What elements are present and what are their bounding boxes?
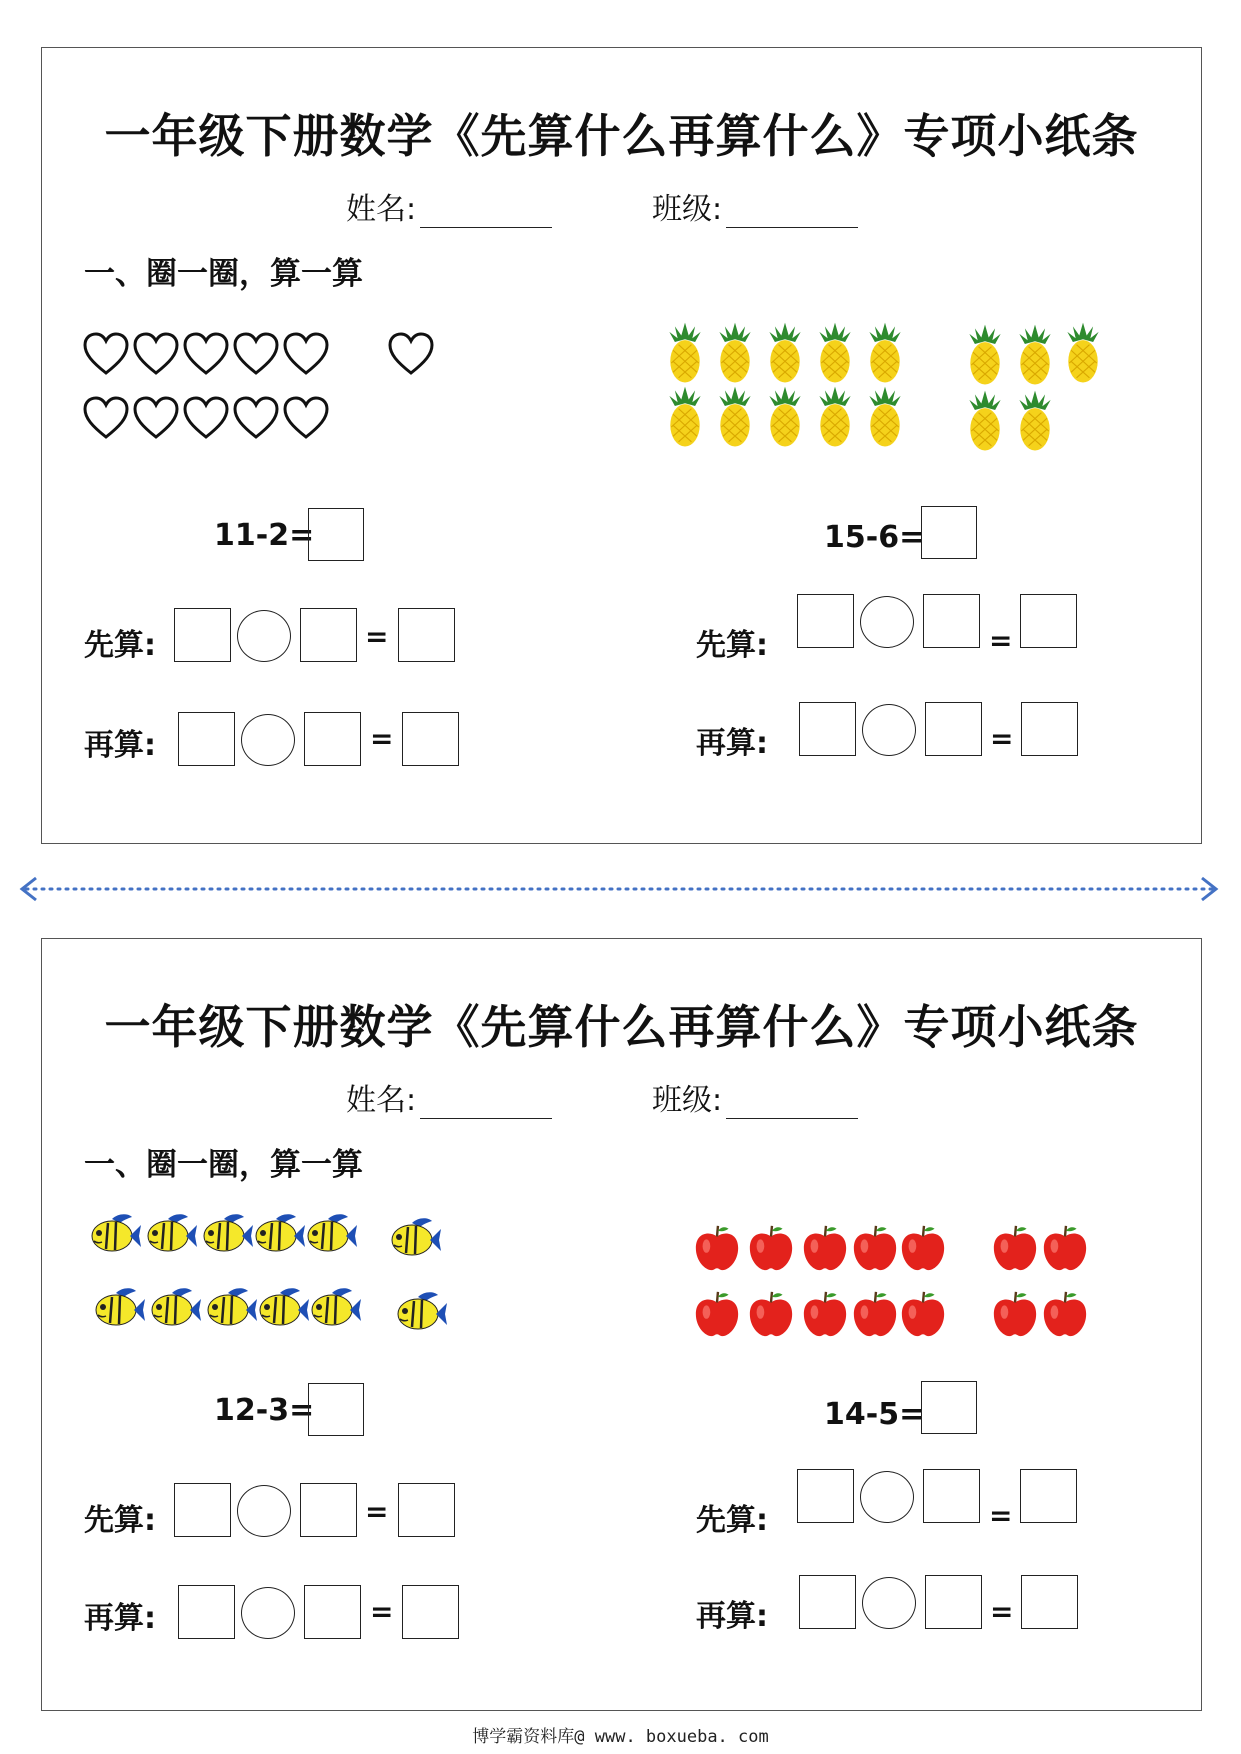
fish-icon: [148, 1214, 197, 1251]
pineapple-icon: [769, 387, 800, 447]
equation-right: 15-6=: [824, 520, 925, 555]
apple-icon: [994, 1226, 1036, 1270]
heart-icon: [185, 398, 227, 437]
footer-watermark: 博学霸资料库@ www. boxueba. com: [472, 1727, 769, 1747]
pineapple-icon: [819, 387, 850, 447]
pineapple-icon: [819, 323, 850, 383]
pineapple-icon: [969, 391, 1000, 451]
pineapples-picture: [662, 320, 1162, 470]
number-box[interactable]: [178, 1585, 235, 1639]
result-box[interactable]: [1020, 594, 1077, 648]
equation-left: 12-3=: [214, 1393, 315, 1428]
fish-icon: [256, 1214, 305, 1251]
heart-icon: [185, 334, 227, 373]
heart-icon: [85, 398, 127, 437]
number-box[interactable]: [797, 1469, 854, 1523]
operator-circle[interactable]: [241, 714, 295, 766]
pineapple-icon: [1019, 391, 1050, 451]
number-box[interactable]: [925, 1575, 982, 1629]
heart-icon: [235, 334, 277, 373]
apples-picture: [692, 1223, 1172, 1353]
number-box[interactable]: [304, 1585, 361, 1639]
number-box[interactable]: [304, 712, 361, 766]
class-field[interactable]: [652, 184, 858, 228]
result-box[interactable]: [398, 608, 455, 662]
name-blank[interactable]: [420, 1088, 552, 1119]
section-heading: 一、圈一圈，算一算: [84, 256, 363, 292]
pineapple-icon: [669, 387, 700, 447]
equals-sign: =: [365, 1495, 389, 1528]
equals-sign: =: [989, 1499, 1013, 1532]
pineapple-icon: [1067, 323, 1098, 383]
fish-icon: [92, 1214, 141, 1251]
result-box[interactable]: [402, 712, 459, 766]
class-label: 班级:: [652, 1083, 723, 1118]
operator-circle[interactable]: [862, 704, 916, 756]
fish-icon: [152, 1288, 201, 1325]
fish-icon: [96, 1288, 145, 1325]
pineapple-icon: [869, 323, 900, 383]
hearts-picture: [82, 330, 502, 480]
pineapple-icon: [969, 325, 1000, 385]
equals-sign: =: [989, 624, 1013, 657]
operator-circle[interactable]: [860, 596, 914, 648]
step1-label: 先算:: [696, 628, 768, 663]
pineapple-icon: [1019, 325, 1050, 385]
result-box[interactable]: [1020, 1469, 1077, 1523]
fish-icon: [208, 1288, 257, 1325]
worksheet-title: 一年级下册数学《先算什么再算什么》专项小纸条: [104, 1000, 1139, 1054]
worksheet-card-bottom: [41, 938, 1202, 1711]
apple-icon: [902, 1226, 944, 1270]
number-box[interactable]: [178, 712, 235, 766]
operator-circle[interactable]: [237, 610, 291, 662]
heart-icon: [235, 398, 277, 437]
fish-icon: [204, 1214, 253, 1251]
name-blank[interactable]: [420, 197, 552, 228]
apple-icon: [854, 1226, 896, 1270]
equals-sign: =: [990, 722, 1014, 755]
heart-icon: [390, 334, 432, 373]
pineapple-icon: [869, 387, 900, 447]
apple-icon: [854, 1292, 896, 1336]
apple-icon: [804, 1226, 846, 1270]
name-label: 姓名:: [346, 192, 417, 227]
fish-icon: [392, 1218, 441, 1255]
answer-box[interactable]: [921, 506, 977, 559]
apple-icon: [696, 1292, 738, 1336]
result-box[interactable]: [1021, 702, 1078, 756]
number-box[interactable]: [300, 608, 357, 662]
pineapple-icon: [719, 387, 750, 447]
operator-circle[interactable]: [860, 1471, 914, 1523]
result-box[interactable]: [1021, 1575, 1078, 1629]
apple-icon: [902, 1292, 944, 1336]
heart-icon: [85, 334, 127, 373]
number-box[interactable]: [300, 1483, 357, 1537]
number-box[interactable]: [923, 594, 980, 648]
step1-label: 先算:: [696, 1503, 768, 1538]
number-box[interactable]: [174, 608, 231, 662]
worksheet-title: 一年级下册数学《先算什么再算什么》专项小纸条: [104, 109, 1139, 163]
equals-sign: =: [370, 722, 394, 755]
equation-left: 11-2=: [214, 518, 315, 553]
class-field[interactable]: [652, 1075, 858, 1119]
operator-circle[interactable]: [241, 1587, 295, 1639]
apple-icon: [1044, 1226, 1086, 1270]
apple-icon: [994, 1292, 1036, 1336]
pineapple-icon: [719, 323, 750, 383]
heart-icon: [285, 398, 327, 437]
operator-circle[interactable]: [237, 1485, 291, 1537]
result-box[interactable]: [402, 1585, 459, 1639]
step2-label: 再算:: [696, 726, 768, 761]
answer-box[interactable]: [308, 1383, 364, 1436]
number-box[interactable]: [799, 1575, 856, 1629]
name-field[interactable]: [346, 184, 552, 228]
step1-label: 先算:: [84, 1503, 156, 1538]
name-field[interactable]: [346, 1075, 552, 1119]
operator-circle[interactable]: [862, 1577, 916, 1629]
result-box[interactable]: [398, 1483, 455, 1537]
cut-line-divider: [0, 870, 1241, 910]
apple-icon: [750, 1292, 792, 1336]
step1-label: 先算:: [84, 628, 156, 663]
fish-icon: [398, 1292, 447, 1329]
class-label: 班级:: [652, 192, 723, 227]
section-heading: 一、圈一圈，算一算: [84, 1147, 363, 1183]
number-box[interactable]: [799, 702, 856, 756]
class-blank[interactable]: [726, 1088, 858, 1119]
apple-icon: [1044, 1292, 1086, 1336]
heart-icon: [135, 398, 177, 437]
number-box[interactable]: [925, 702, 982, 756]
equals-sign: =: [990, 1595, 1014, 1628]
name-label: 姓名:: [346, 1083, 417, 1118]
number-box[interactable]: [797, 594, 854, 648]
fish-icon: [312, 1288, 361, 1325]
equals-sign: =: [365, 620, 389, 653]
equals-sign: =: [370, 1595, 394, 1628]
class-blank[interactable]: [726, 197, 858, 228]
answer-box[interactable]: [921, 1381, 977, 1434]
number-box[interactable]: [923, 1469, 980, 1523]
step2-label: 再算:: [84, 1601, 156, 1636]
number-box[interactable]: [174, 1483, 231, 1537]
step2-label: 再算:: [84, 728, 156, 763]
fish-icon: [308, 1214, 357, 1251]
apple-icon: [750, 1226, 792, 1270]
heart-icon: [135, 334, 177, 373]
pineapple-icon: [769, 323, 800, 383]
fish-picture: [88, 1211, 508, 1341]
pineapple-icon: [669, 323, 700, 383]
fish-icon: [260, 1288, 309, 1325]
step2-label: 再算:: [696, 1599, 768, 1634]
apple-icon: [804, 1292, 846, 1336]
equation-right: 14-5=: [824, 1397, 925, 1432]
apple-icon: [696, 1226, 738, 1270]
answer-box[interactable]: [308, 508, 364, 561]
worksheet-card-top: [41, 47, 1202, 844]
heart-icon: [285, 334, 327, 373]
